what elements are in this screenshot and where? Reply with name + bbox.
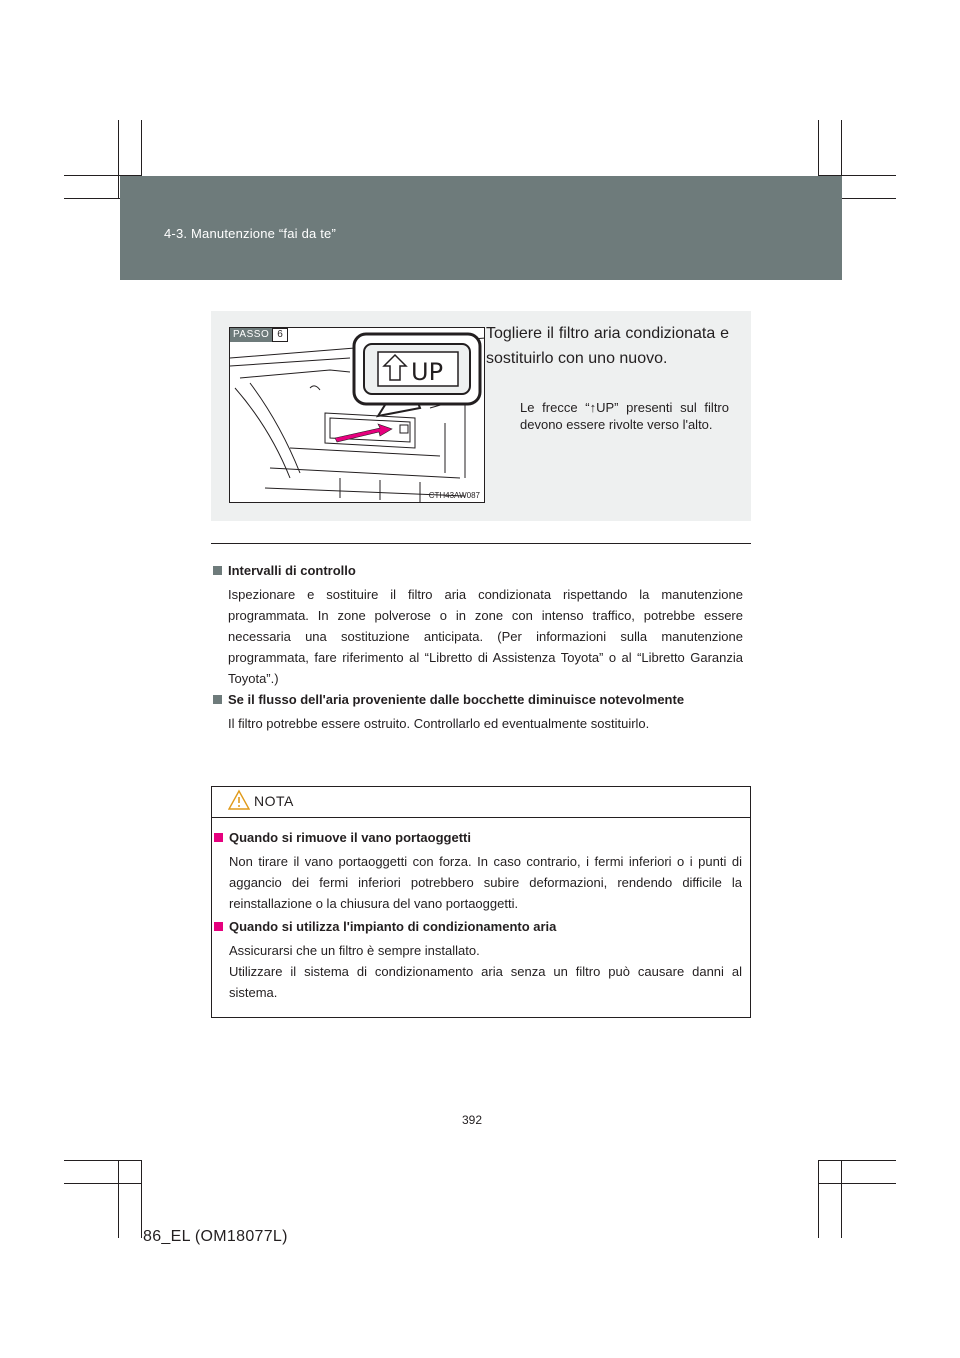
page-number: 392 — [462, 1113, 483, 1127]
step-badge-label: PASSO — [230, 328, 272, 342]
nota-item-ac — [212, 918, 742, 1003]
glovebox-filter-illustration — [230, 328, 485, 503]
section-airflow — [211, 691, 743, 734]
crop-mark — [118, 1160, 119, 1238]
nota-item-body: Non tirare il vano portaoggetti con forza. In caso contrario, i fermi inferiori o i punti di aggancio dei fermi inferiori potrebbero subire deformazioni, rendendo difficile la reinstallazione o la chiusura del vano portaoggetti. — [229, 854, 742, 911]
crop-mark — [64, 1160, 142, 1161]
section-check-intervals — [211, 562, 743, 689]
crop-mark — [841, 1160, 842, 1238]
nota-item-heading — [212, 918, 742, 936]
nota-item-glovebox — [212, 829, 742, 914]
square-bullet-icon — [213, 695, 222, 704]
nota-item-heading-text: Quando si rimuove il vano portaoggetti — [229, 830, 471, 845]
crop-mark — [818, 1160, 896, 1161]
figure-code: CTH43AW087 — [428, 491, 480, 500]
step-badge-number: 6 — [272, 328, 288, 342]
nota-title: NOTA — [254, 793, 294, 809]
step-badge — [230, 328, 288, 342]
nota-item-body — [212, 940, 742, 1003]
crop-mark — [818, 1160, 819, 1238]
section-heading — [211, 562, 743, 580]
nota-box — [211, 786, 751, 1018]
section-heading-text: Se il flusso dell'aria proveniente dalle bocchette diminuisce notevolmente — [228, 692, 685, 707]
nota-item-body-line: Utilizzare il sistema di condizionamento aria senza un filtro può causare danni al sistema. — [229, 964, 742, 1000]
crop-mark — [818, 1183, 896, 1184]
nota-item-body-line: Assicurarsi che un filtro è sempre installato. — [229, 943, 480, 958]
section-title: 4-3. Manutenzione “fai da te” — [164, 226, 337, 241]
section-body: Il filtro potrebbe essere ostruito. Controllarlo ed eventualmente sostituirlo. — [228, 716, 650, 731]
step-instruction: Togliere il filtro aria condizionata e sostituirlo con uno nuovo. — [486, 325, 729, 367]
section-header — [120, 176, 842, 280]
step-note: Le frecce “↑UP” presenti sul filtro devono essere rivolte verso l'alto. — [520, 400, 729, 432]
square-bullet-icon — [213, 566, 222, 575]
section-body: Ispezionare e sostituire il filtro aria condizionata rispettando la manutenzione programmata. In zone polverose o in zone con intenso traffico, potrebbe essere necessaria una sostituzione anticipata. (Per informazioni sulla manutenzione programmata, fare riferimento al “Libretto di Assistenza Toyota” o al “Libretto Garanzia Toyota”.) — [228, 587, 743, 686]
crop-mark — [118, 120, 119, 198]
crop-mark — [141, 1160, 142, 1238]
nota-header — [212, 787, 750, 818]
step-illustration — [229, 327, 485, 503]
svg-text:UP: UP — [411, 358, 444, 386]
nota-item-heading — [212, 829, 742, 847]
divider — [211, 543, 751, 544]
document-code: 86_EL (OM18077L) — [143, 1228, 288, 1245]
square-bullet-icon — [214, 922, 223, 931]
nota-item-heading-text: Quando si utilizza l'impianto di condizionamento aria — [229, 919, 557, 934]
step-panel — [211, 311, 751, 521]
section-heading — [211, 691, 743, 709]
square-bullet-icon — [214, 833, 223, 842]
crop-mark — [64, 1183, 142, 1184]
warning-icon — [228, 789, 250, 811]
section-heading-text: Intervalli di controllo — [228, 563, 356, 578]
